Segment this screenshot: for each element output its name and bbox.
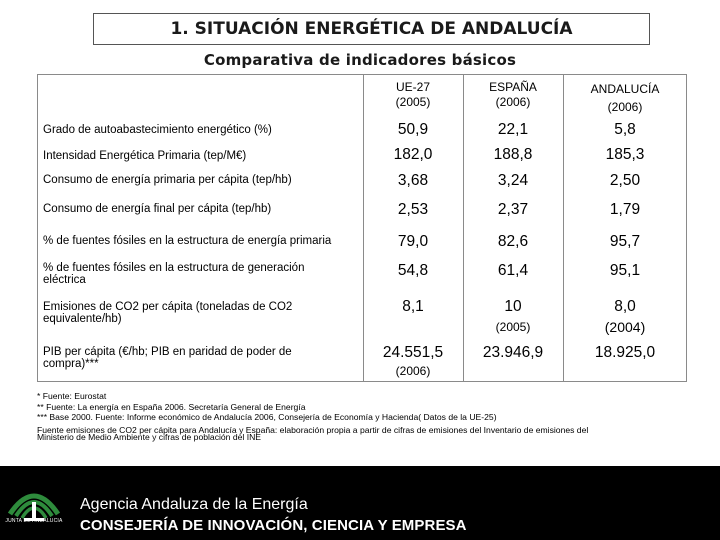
cell-andalucia: 5,8 [614, 121, 636, 138]
column-header-year: (2006) [607, 100, 643, 114]
cell-ue-note: (2006) [395, 364, 431, 378]
page-subtitle: Comparativa de indicadores básicos [203, 51, 517, 69]
column-header-name: UE-27 [395, 80, 430, 94]
row-label-consumo-final: Consumo de energía final per cápita (tep/hb) [43, 203, 272, 215]
column-header-ue [363, 80, 463, 110]
cell-espana-note: (2005) [495, 320, 531, 334]
cell-espana: 2,37 [497, 201, 529, 218]
cell-espana: 23.946,9 [482, 344, 544, 361]
cell-andalucia: 1,79 [609, 201, 641, 218]
row-label-fosiles-primaria: % de fuentes fósiles en la estructura de energía primaria [43, 235, 332, 247]
cell-espana: 10 [504, 298, 522, 315]
cell-andalucia: 8,0 [614, 298, 636, 315]
cell-ue: 54,8 [397, 262, 429, 279]
footer-banner [0, 466, 720, 540]
row-label-fosiles-electrica: % de fuentes fósiles en la estructura de generación eléctrica [43, 262, 305, 286]
footnote: Ministerio de Medio Ambiente y cifras de población del INE [37, 432, 262, 443]
footnote: *** Base 2000. Fuente: Informe económico de Andalucía 2006, Consejería de Economía y Hacienda( Datos de la UE-25) [37, 412, 497, 423]
page-title: 1. SITUACIÓN ENERGÉTICA DE ANDALUCÍA [93, 13, 650, 45]
cell-ue: 79,0 [397, 233, 429, 250]
footnote: ** Fuente: La energía en España 2006. Secretaría General de Energía [37, 401, 306, 412]
row-label-consumo-primaria: Consumo de energía primaria per cápita (tep/hb) [43, 174, 292, 186]
column-header-name: ESPAÑA [489, 80, 537, 94]
cell-espana: 61,4 [497, 262, 529, 279]
column-header-year: (2005) [395, 95, 431, 109]
footnote: * Fuente: Eurostat [37, 391, 107, 401]
cell-espana: 188,8 [493, 146, 533, 163]
column-header-name: ANDALUCÍA [590, 82, 660, 96]
cell-andalucia: 95,1 [609, 262, 641, 279]
column-header-year: (2006) [495, 95, 531, 109]
row-label-pib: PIB per cápita (€/hb; PIB en paridad de poder de compra)*** [43, 346, 292, 370]
column-header-andalucia [563, 82, 687, 115]
cell-andalucia-note: (2004) [604, 319, 646, 335]
cell-espana: 3,24 [497, 172, 529, 189]
cell-andalucia: 18.925,0 [594, 344, 656, 361]
cell-espana: 22,1 [497, 121, 529, 138]
cell-ue: 3,68 [397, 172, 429, 189]
row-label-autoabastecimiento: Grado de autoabastecimiento energético (%) [43, 124, 272, 136]
cell-ue: 182,0 [393, 146, 433, 163]
column-header-espana [463, 80, 563, 110]
cell-andalucia: 2,50 [609, 172, 641, 189]
row-label-intensidad: Intensidad Energética Primaria (tep/M€) [43, 150, 247, 162]
ministry-name: CONSEJERÍA DE INNOVACIÓN, CIENCIA Y EMPRESA [80, 517, 467, 534]
row-label-emisiones: Emisiones de CO2 per cápita (toneladas de CO2 equivalente/hb) [43, 301, 293, 325]
junta-andalucia-logo-icon [2, 474, 66, 536]
agency-name: Agencia Andaluza de la Energía [80, 496, 308, 513]
footnotes [37, 391, 697, 443]
cell-ue: 50,9 [397, 121, 429, 138]
cell-andalucia: 185,3 [605, 146, 645, 163]
footnote: Fuente emisiones de CO2 per cápita para Andalucía y España: elaboración propia a partir de cifras de emisiones del Inventario de emisiones del [37, 424, 589, 435]
logo-caption: JUNTA DE ANDALUCIA [5, 518, 63, 524]
cell-espana: 82,6 [497, 233, 529, 250]
cell-ue: 24.551,5 [382, 344, 444, 361]
cell-andalucia: 95,7 [609, 233, 641, 250]
cell-ue: 2,53 [397, 201, 429, 218]
cell-ue: 8,1 [402, 298, 424, 315]
